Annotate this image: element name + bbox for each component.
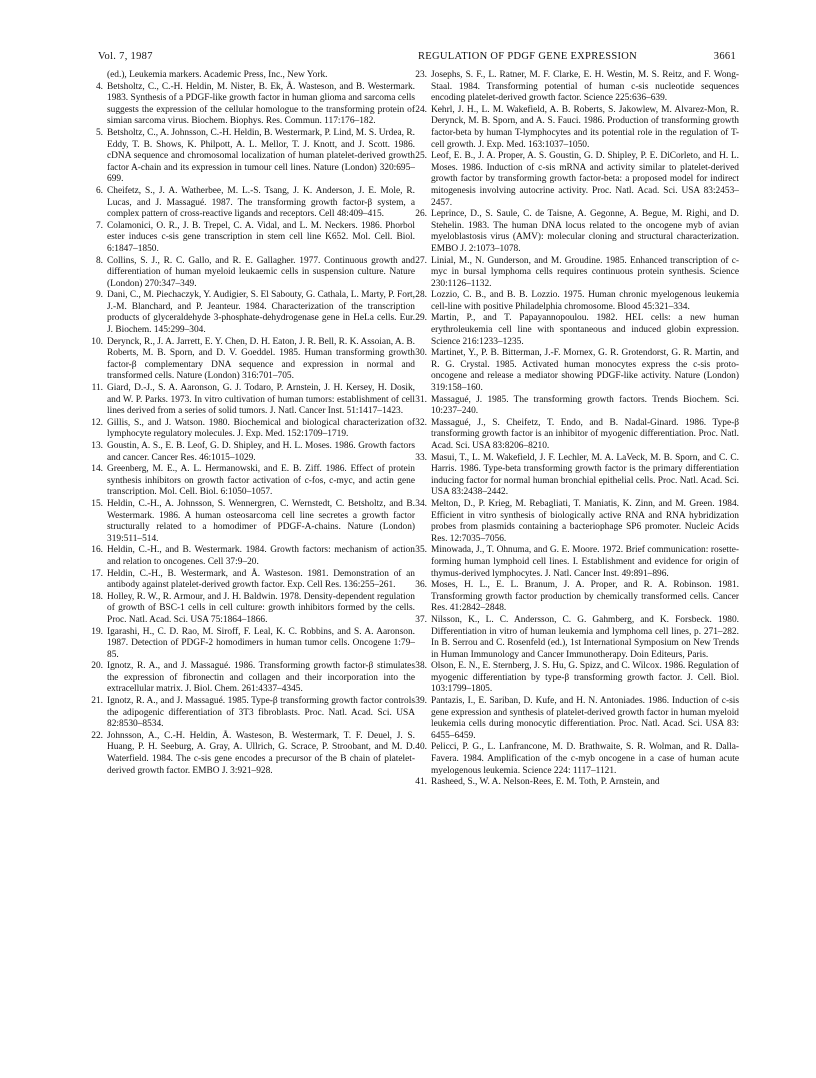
reference-number: 18. <box>91 591 103 602</box>
reference-number: 20. <box>91 661 103 672</box>
reference-number: 7. <box>95 220 103 231</box>
reference-item <box>414 615 739 661</box>
reference-text: Betsholtz, C., C.-H. Heldin, M. Nister, B. Ek, Å. Wasteson, and B. Westermark. 1983. Synthesis of a PDGF-like growth factor in human glioma and sarcoma cells suggests the expression of the cellular homologue to the transforming protein of simian sarcoma virus. Biochem. Biophys. Res. Commun. 117:176–182. <box>107 81 415 127</box>
reference-number: 29. <box>415 313 427 324</box>
reference-number: 9. <box>95 290 103 301</box>
reference-item <box>414 499 739 545</box>
reference-number: 27. <box>415 255 427 266</box>
reference-text: Goustin, A. S., E. B. Leof, G. D. Shipley, and H. L. Moses. 1986. Growth factors and cancer. Cancer Res. 46:1015–1029. <box>107 441 415 463</box>
reference-number: 15. <box>91 498 103 509</box>
reference-text: Heldin, C.-H., B. Westermark, and Å. Wasteson. 1981. Demonstration of an antibody against platelet-derived growth factor. Exp. Cell Res. 136:255–261. <box>107 568 415 591</box>
reference-item <box>414 70 739 105</box>
reference-item <box>414 395 739 418</box>
reference-number: 22. <box>91 730 103 741</box>
reference-text: Greenberg, M. E., A. L. Hermanowski, and E. B. Ziff. 1986. Effect of protein synthesis inhibitors on growth factor activation of c-fos, c-myc, and actin gene transcription. Mol. Cell. Biol. 6:1050–1057. <box>107 464 415 498</box>
reference-item <box>90 569 415 592</box>
reference-number: 16. <box>91 545 103 556</box>
reference-item <box>90 337 415 383</box>
reference-number: 26. <box>415 209 427 220</box>
reference-item <box>90 441 415 464</box>
reference-text: Cheifetz, S., J. A. Watherbee, M. L.-S. Tsang, J. K. Anderson, J. E. Mole, R. Lucas, and J. Massagué. 1987. The transforming growth factor-β system, a complex pattern of cross-reactive ligands and receptors. Cell 48:409–415. <box>107 185 415 220</box>
reference-item <box>90 418 415 441</box>
reference-text: Pelicci, P. G., L. Lanfrancone, M. D. Brathwaite, S. R. Wolman, and R. Dalla-Favera. 1984. Amplification of the c-myb oncogene in a case of human acute myelogenous leukemia. Science 224: 1117–1121. <box>431 742 739 776</box>
reference-number: 30. <box>415 348 427 359</box>
reference-item <box>414 453 739 499</box>
reference-text: Martinet, Y., P. B. Bitterman, J.-F. Mornex, G. R. Grotendorst, G. R. Martin, and R. G. Crystal. 1985. Activated human monocytes express the c-sis proto-oncogene and release a mediator showing PDGF-like activity. Nature (London) 319:158–160. <box>431 348 739 394</box>
reference-item <box>90 383 415 418</box>
reference-item <box>414 256 739 291</box>
reference-item <box>90 545 415 568</box>
reference-number: 17. <box>91 568 103 579</box>
reference-item <box>90 128 415 186</box>
reference-text: Igarashi, H., C. D. Rao, M. Siroff, F. Leal, K. C. Robbins, and S. A. Aaronson. 1987. Detection of PDGF-2 homodimers in human tumor cells. Oncogene 1:79–85. <box>107 626 415 660</box>
reference-text: Leof, E. B., J. A. Proper, A. S. Goustin, G. D. Shipley, P. E. DiCorleto, and H. L. Moses. 1986. Induction of c-sis mRNA and activity similar to platelet-derived growth factor by transforming growth factor-beta: a proposed model for indirect mitogenesis involving autocrine activity. Proc. Natl. Acad. Sci. USA 83:2453–2457. <box>431 151 739 208</box>
reference-text: (ed.), Leukemia markers. Academic Press, Inc., New York. <box>107 70 328 80</box>
reference-number: 21. <box>91 696 103 707</box>
reference-item <box>414 151 739 209</box>
reference-number: 19. <box>91 626 103 637</box>
reference-number: 8. <box>95 255 103 266</box>
reference-text: Josephs, S. F., L. Ratner, M. F. Clarke, E. H. Westin, M. S. Reitz, and F. Wong-Staal. 1984. Transforming potential of human c-sis nucleotide sequences encoding platelet-derived growth factor. Science 225:636–639. <box>431 70 739 104</box>
reference-item <box>90 256 415 291</box>
reference-text: Giard, D.-J., S. A. Aaronson, G. J. Todaro, P. Arnstein, J. H. Kersey, H. Dosik, and W. P. Parks. 1973. In vitro cultivation of human tumors: establishment of cell lines derived from a series of solid tumors. J. Natl. Cancer Inst. 51:1417–1423. <box>107 383 415 417</box>
reference-text: Minowada, J., T. Ohnuma, and G. E. Moore. 1972. Brief communication: rosette-forming human lymphoid cell lines. I. Establishment and evidence for origin of thymus-derived lymphocytes. J. Natl. Cancer Inst. 49:891–896. <box>431 545 739 579</box>
reference-item <box>90 696 415 731</box>
reference-number: 37. <box>415 614 427 625</box>
reference-number: 5. <box>95 127 103 138</box>
reference-item <box>414 209 739 255</box>
reference-item <box>90 499 415 545</box>
reference-item <box>414 777 739 789</box>
reference-text: Kehrl, J. H., L. M. Wakefield, A. B. Roberts, S. Jakowlew, M. Alvarez-Mon, R. Derynck, M. B. Sporn, and A. S. Fauci. 1986. Production of transforming growth factor-beta by human T-lymphocytes and its potential role in the regulation of T-cell growth. J. Exp. Med. 163:1037–1050. <box>431 104 739 150</box>
reference-item <box>414 348 739 394</box>
reference-text: Ignotz, R. A., and J. Massagué. 1986. Transforming growth factor-β stimulates the expression of fibronectin and collagen and their incorporation into the extracellular matrix. J. Biol. Chem. 261:4337–4345. <box>107 661 415 695</box>
reference-text: Colamonici, O. R., J. B. Trepel, C. A. Vidal, and L. M. Neckers. 1986. Phorbol ester induces c-sis gene transcription in stem cell line K652. Mol. Cell. Biol. 6:1847–1850. <box>107 220 415 254</box>
reference-item <box>90 627 415 662</box>
reference-text: Martin, P., and T. Papayannopoulou. 1982. HEL cells: a new human erythroleukemia cell line with spontaneous and induced globin expression. Science 216:1233–1235. <box>431 313 739 347</box>
reference-item <box>414 290 739 313</box>
reference-text: Leprince, D., S. Saule, C. de Taisne, A. Gegonne, A. Begue, M. Righi, and D. Stehelin. 1983. The human DNA locus related to the oncogene myb of avian myeloblastosis virus (AMV): molecular cloning and structural characterization. EMBO J. 2:1073–1078. <box>431 209 739 254</box>
reference-text: Holley, R. W., R. Armour, and J. H. Baldwin. 1978. Density-dependent regulation of growth of BSC-1 cells in cell culture: growth inhibitors formed by the cells. Proc. Natl. Acad. Sci. USA 75:1864–1866. <box>107 591 415 625</box>
reference-number: 12. <box>91 417 103 428</box>
reference-text: Melton, D., P. Krieg, M. Rebagliati, T. Maniatis, K. Zinn, and M. Green. 1984. Efficient in vitro synthesis of biologically active RNA and RNA hybridization probes from plasmids containing a bacteriophage SP6 promoter. Nucleic Acids Res. 12:7035–7056. <box>431 498 739 544</box>
reference-text: Johnsson, A., C.-H. Heldin, Å. Wasteson, B. Westermark, T. F. Deuel, J. S. Huang, P. H. Seeburg, A. Gray, A. Ullrich, G. Scrace, P. Stroobant, and M. D. Waterfield. 1984. The c-sis gene encodes a precursor of the B chain of platelet-derived growth factor. EMBO J. 3:921–928. <box>107 730 415 776</box>
reference-text: Pantazis, I., E. Sariban, D. Kufe, and H. N. Antoniades. 1986. Induction of c-sis gene expression and synthesis of platelet-derived growth factor in human myeloid leukemia cells during monocytic differentiation. Proc. Natl. Acad. Sci. USA 83: 6455–6459. <box>431 696 739 741</box>
reference-text: Rasheed, S., W. A. Nelson-Rees, E. M. Toth, P. Arnstein, and <box>431 777 660 788</box>
reference-number: 36. <box>415 580 427 591</box>
reference-text: Gillis, S., and J. Watson. 1980. Biochemical and biological characterization of lymphocyte regulatory molecules. J. Exp. Med. 152:1709–1719. <box>107 417 415 440</box>
reference-item <box>414 696 739 742</box>
reference-item <box>414 313 739 348</box>
reference-text: Nilsson, K., L. C. Andersson, C. G. Gahmberg, and K. Forsbeck. 1980. Differentiation in vitro of human leukemia and lymphoma cell lines, p. 271–282. In B. Serrou and C. Rosenfeld (ed.), 1st International Symposium on New Trends in Human Immunology and Cancer Immunotherapy. Doin Editeurs, Paris. <box>431 614 739 660</box>
reference-number: 23. <box>415 70 427 80</box>
reference-text: Heldin, C.-H., and B. Westermark. 1984. Growth factors: mechanism of action and relation to oncogenes. Cell 37:9–20. <box>107 545 415 567</box>
reference-item <box>90 186 415 221</box>
reference-number: 10. <box>91 336 103 347</box>
reference-number: 6. <box>95 185 103 196</box>
reference-number: 11. <box>91 383 103 394</box>
reference-item <box>90 82 415 128</box>
reference-item <box>90 731 415 777</box>
reference-number: 40. <box>415 742 427 753</box>
reference-number: 13. <box>91 441 103 451</box>
running-header <box>98 51 736 67</box>
reference-text: Dani, C., M. Piechaczyk, Y. Audigier, S. El Sabouty, G. Cathala, L. Marty, P. Fort, J.-M. Blanchard, and P. Jeanteur. 1984. Characterization of the transcription products of glyceraldehyde 3-phosphate-dehydrogenase gene in HeLa cells. Eur. J. Biochem. 145:299–304. <box>107 290 416 336</box>
reference-number: 28. <box>415 290 427 301</box>
page-number: 3661 <box>713 51 736 62</box>
reference-item <box>414 105 739 151</box>
reference-item <box>90 464 415 499</box>
reference-text: Olson, E. N., E. Sternberg, J. S. Hu, G. Spizz, and C. Wilcox. 1986. Regulation of myogenic differentiation by type-β transforming growth factor. J. Cell. Biol. 103:1799–1805. <box>431 661 739 695</box>
references-left-column <box>90 70 415 777</box>
reference-number: 33. <box>415 452 427 463</box>
reference-item <box>90 70 415 82</box>
reference-number: 4. <box>95 81 103 92</box>
reference-text: Massagué, J., S. Cheifetz, T. Endo, and B. Nadal-Ginard. 1986. Type-β transforming growth factor is an inhibitor of myogenic differentiation. Proc. Natl. Acad. Sci. USA 83:8206–8210. <box>431 417 739 451</box>
reference-number: 34. <box>415 498 427 509</box>
reference-text: Lozzio, C. B., and B. B. Lozzio. 1975. Human chronic myelogenous leukemia cell-line with positive Philadelphia chromosome. Blood 45:321–334. <box>431 290 739 312</box>
reference-text: Massagué, J. 1985. The transforming growth factors. Trends Biochem. Sci. 10:237–240. <box>431 394 739 417</box>
reference-item <box>90 221 415 256</box>
reference-number: 14. <box>91 464 103 475</box>
reference-text: Derynck, R., J. A. Jarrett, E. Y. Chen, D. H. Eaton, J. R. Bell, R. K. Assoian, A. B. Roberts, M. B. Sporn, and D. V. Goeddel. 1985. Human transforming growth factor-β complementary DNA sequence and expression in normal and transformed cells. Nature (London) 316:701–705. <box>107 336 415 382</box>
reference-item <box>90 661 415 696</box>
reference-item <box>414 661 739 696</box>
reference-item <box>414 580 739 615</box>
reference-text: Moses, H. L., E. L. Branum, J. A. Proper, and R. A. Robinson. 1981. Transforming growth factor production by chemically transformed cells. Cancer Res. 41:2842–2848. <box>431 580 739 614</box>
reference-item <box>90 592 415 627</box>
running-title: REGULATION OF PDGF GENE EXPRESSION <box>418 51 638 62</box>
reference-number: 31. <box>415 394 427 405</box>
reference-number: 32. <box>415 417 427 428</box>
reference-number: 41. <box>415 777 427 788</box>
reference-text: Heldin, C.-H., A. Johnsson, S. Wennergren, C. Wernstedt, C. Betsholtz, and B. Westermark. 1986. A human osteosarcoma cell line secretes a growth factor structurally related to a homodimer of PDGF-A-chains. Nature (London) 319:511–514. <box>107 498 415 544</box>
reference-text: Collins, S. J., R. C. Gallo, and R. E. Gallagher. 1977. Continuous growth and differentiation of human myeloid leukaemic cells in suspension culture. Nature (London) 270:347–349. <box>107 255 415 289</box>
reference-item <box>414 545 739 580</box>
reference-text: Masui, T., L. M. Wakefield, J. F. Lechler, M. A. LaVeck, M. B. Sporn, and C. C. Harris. 1986. Type-beta transforming growth factor is the primary differentiation inducing factor for normal human bronchial epithelial cells. Proc. Natl. Acad. Sci. USA 83:2438–2442. <box>431 452 739 498</box>
references-right-column <box>414 70 739 789</box>
reference-number: 38. <box>415 661 427 672</box>
reference-text: Ignotz, R. A., and J. Massagué. 1985. Type-β transforming growth factor controls the adipogenic differentiation of 3T3 fibroblasts. Proc. Natl. Acad. Sci. USA 82:8530–8534. <box>107 696 415 730</box>
reference-number: 25. <box>415 151 427 162</box>
volume-label: Vol. 7, 1987 <box>98 51 153 62</box>
reference-number: 35. <box>415 545 427 556</box>
reference-text: Betsholtz, C., A. Johnsson, C.-H. Heldin, B. Westermark, P. Lind, M. S. Urdea, R. Eddy, T. B. Shows, K. Philpott, A. L. Mellor, T. J. Knott, and J. Scott. 1986. cDNA sequence and chromosomal localization of human platelet-derived growth factor A-chain and its expression in tumour cell lines. Nature (London) 320:695–699. <box>107 127 415 185</box>
reference-number: 39. <box>415 696 427 707</box>
reference-item <box>414 418 739 453</box>
reference-number: 24. <box>415 104 427 115</box>
reference-item <box>90 290 415 336</box>
reference-item <box>414 742 739 777</box>
reference-text: Linial, M., N. Gunderson, and M. Groudine. 1985. Enhanced transcription of c-myc in bursal lymphoma cells requires continuous protein synthesis. Science 230:1126–1132. <box>431 255 739 289</box>
